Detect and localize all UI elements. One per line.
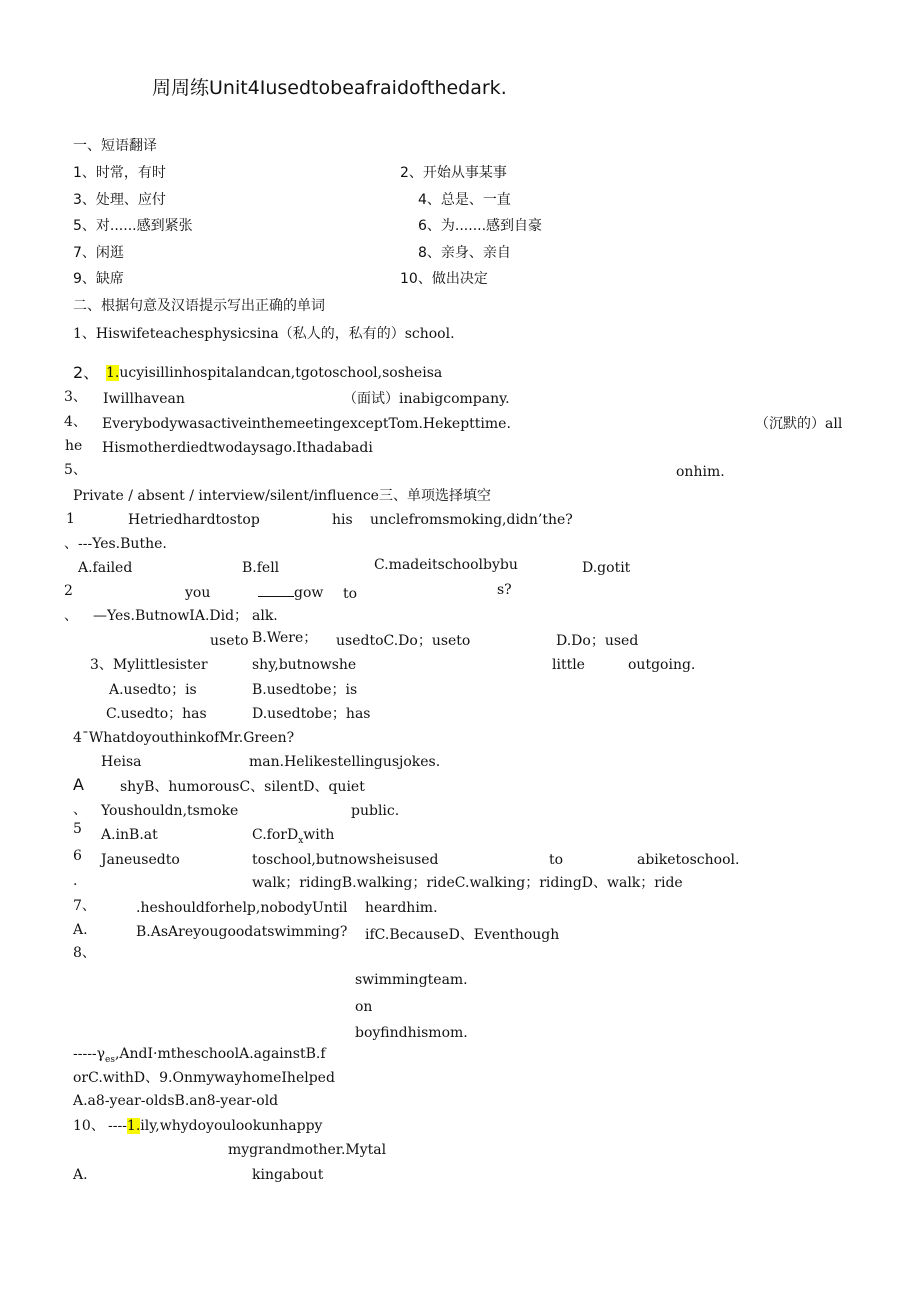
phrase-item: 6、为.......感到自豪 bbox=[418, 218, 543, 234]
question-text: mygrandmother.Mytal bbox=[228, 1142, 387, 1158]
option: A.usedto；is bbox=[109, 682, 197, 698]
question-text: Iwillhavean bbox=[103, 391, 185, 407]
question-text: . bbox=[73, 873, 78, 889]
dash: ---- bbox=[108, 1118, 127, 1134]
question-text: .heshouldforhelp,nobodyUntil bbox=[136, 900, 348, 916]
question-text: unclefromsmoking,didn’the? bbox=[370, 512, 573, 528]
option: C.usedto；has bbox=[106, 706, 207, 722]
question-text: Hetriedhardtostop bbox=[128, 512, 260, 528]
fill-question: 1、Hiswifeteachesphysicsina（私人的，私有的）school. bbox=[73, 326, 455, 342]
question-number: 10、 bbox=[73, 1118, 105, 1134]
question-text: 3、Mylittlesister bbox=[90, 657, 208, 673]
question-text: 、---Yes.Buthe. bbox=[64, 536, 167, 552]
fragment-text: on bbox=[355, 999, 373, 1015]
question-text bbox=[108, 1117, 322, 1135]
option-text: C.forD bbox=[252, 827, 299, 843]
question-text: to bbox=[549, 852, 564, 868]
question-text bbox=[258, 584, 323, 602]
question-text: onhim. bbox=[676, 464, 725, 480]
question-text: Heisa bbox=[101, 754, 142, 770]
option-subscript: x bbox=[298, 835, 304, 846]
question-text: 4ˉWhatdoyouthinkofMr.Green? bbox=[73, 730, 295, 746]
phrase-item: 10、做出决定 bbox=[400, 271, 488, 287]
option: shyB、humorousC、silentD、quiet bbox=[120, 779, 365, 795]
question-text: toschool,butnowsheisused bbox=[252, 852, 439, 868]
phrase-item: 8、亲身、亲自 bbox=[418, 245, 511, 261]
question-text: —Yes.ButnowIA.Did； bbox=[93, 608, 249, 624]
page-title: 周周练Unit4Iusedtobeafraidofthedark. bbox=[152, 77, 507, 99]
question-number: 2、 bbox=[73, 363, 100, 382]
question-text: outgoing. bbox=[628, 657, 696, 673]
option: B.usedtobe；is bbox=[252, 682, 358, 698]
question-text: man.Helikestellingusjokes. bbox=[249, 754, 441, 770]
phrase-item: 7、闲逛 bbox=[73, 245, 124, 261]
question-text: EverybodywasactiveinthemeetingexceptTom.Hekepttime. bbox=[102, 416, 511, 432]
question-text: ucyisillinhospitalandcan,tgotoschool,sosheisa bbox=[119, 365, 443, 381]
option: D.usedtobe；has bbox=[252, 706, 371, 722]
option bbox=[252, 826, 334, 850]
phrase-item: 2、开始从事某事 bbox=[400, 165, 507, 181]
question-number: 5、 bbox=[64, 462, 87, 478]
word-bank: Private / absent / interview/silent/influence三、单项选择填空 bbox=[73, 488, 491, 504]
question-number: 3、 bbox=[64, 389, 87, 405]
question-text: B.AsAreyougoodatswimming? bbox=[136, 924, 348, 940]
option: useto bbox=[210, 633, 249, 649]
question-text: （沉默的）all bbox=[755, 416, 843, 432]
question-text: alk. bbox=[252, 608, 278, 624]
question-number: 7、 bbox=[73, 898, 96, 914]
question-text: 、 bbox=[64, 608, 78, 624]
phrase-item: 9、缺席 bbox=[73, 271, 124, 287]
question-number: A bbox=[73, 775, 84, 794]
option: B.Were； bbox=[252, 630, 318, 646]
question-text: Hismotherdiedtwodaysago.Ithadabadi bbox=[102, 440, 373, 456]
answer-blank bbox=[258, 584, 294, 597]
fragment-text: swimmingteam. bbox=[355, 972, 468, 988]
question-text: A. bbox=[73, 1167, 88, 1183]
question-text: Youshouldn,tsmoke bbox=[101, 803, 239, 819]
option: usedtoC.Do；useto bbox=[336, 633, 471, 649]
option: D.gotit bbox=[582, 560, 631, 576]
option: A.inB.at bbox=[101, 827, 158, 843]
highlight-mark: 1. bbox=[106, 365, 120, 381]
option: D.Do；used bbox=[556, 633, 639, 649]
section1-heading: 一、短语翻译 bbox=[73, 138, 157, 154]
question-text: kingabout bbox=[252, 1167, 324, 1183]
option: C.madeitschoolbybu bbox=[374, 557, 518, 573]
section2-heading: 二、根据句意及汉语提示写出正确的单词 bbox=[73, 298, 325, 314]
question-text: he bbox=[65, 438, 83, 454]
question-text: -----γ bbox=[73, 1046, 106, 1062]
question-number: 6 bbox=[73, 848, 82, 864]
question-text: gow bbox=[294, 585, 324, 601]
subscript: es bbox=[105, 1054, 115, 1065]
option: A.failed bbox=[78, 560, 133, 576]
question-text: ily,whydoyoulookunhappy bbox=[140, 1118, 323, 1134]
phrase-item: 5、对......感到紧张 bbox=[73, 218, 193, 234]
question-text: （面试）inabigcompany. bbox=[343, 391, 510, 407]
question-text: Janeusedto bbox=[101, 852, 180, 868]
question-text: A. bbox=[73, 922, 88, 938]
question-text: abiketoschool. bbox=[637, 852, 740, 868]
question-number: 8、 bbox=[73, 945, 96, 961]
phrase-item: 1、时常，有时 bbox=[73, 165, 166, 181]
option-text: with bbox=[303, 827, 335, 843]
question-text: little bbox=[552, 657, 585, 673]
question-text: orC.withD、9.OnmywayhomeIhelped bbox=[73, 1070, 335, 1086]
question-text: 、 bbox=[73, 802, 87, 818]
question-text: public. bbox=[351, 803, 400, 819]
phrase-item: 3、处理、应付 bbox=[73, 192, 166, 208]
option: B.fell bbox=[242, 560, 280, 576]
question-text: you bbox=[185, 585, 211, 601]
question-number: 4、 bbox=[64, 414, 87, 430]
option: walk；ridingB.walking；rideC.walking；ridingD、walk；ride bbox=[252, 875, 683, 891]
question-text bbox=[73, 1045, 326, 1069]
question-number: 5 bbox=[73, 821, 82, 837]
question-number: 1 bbox=[66, 511, 75, 527]
question-text: heardhim. bbox=[365, 900, 438, 916]
option: ifC.BecauseD、Eventhough bbox=[365, 927, 560, 943]
highlight-mark: 1. bbox=[126, 1118, 141, 1134]
question-text: his bbox=[332, 512, 353, 528]
question-text: shy,butnowshe bbox=[252, 657, 357, 673]
question-number: 2 bbox=[64, 583, 73, 599]
question-text: ,AndI·mtheschoolA.againstB.f bbox=[114, 1046, 326, 1062]
option: A.a8-year-oldsB.an8-year-old bbox=[73, 1093, 279, 1109]
question-text: s? bbox=[497, 582, 512, 598]
fill-question bbox=[106, 364, 442, 382]
question-text: to bbox=[343, 586, 358, 602]
phrase-item: 4、总是、一直 bbox=[418, 192, 511, 208]
fragment-text: boyfindhismom. bbox=[355, 1025, 468, 1041]
